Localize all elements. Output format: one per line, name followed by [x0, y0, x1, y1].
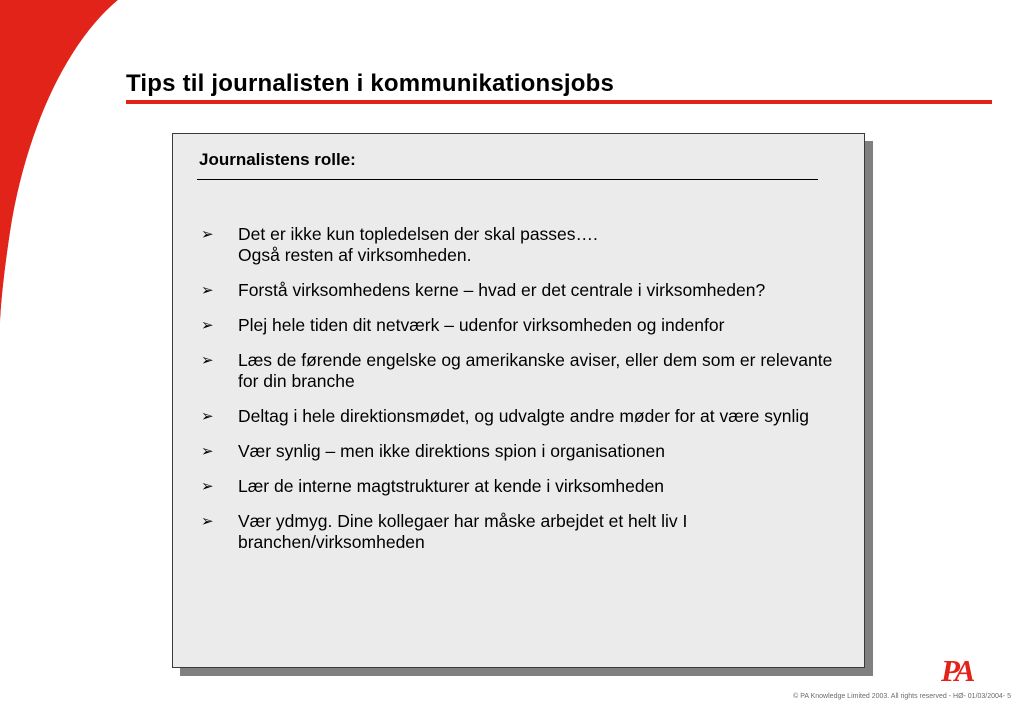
bullet-item	[199, 315, 849, 336]
bullet-text: Plej hele tiden dit netværk – udenfor virksomheden og indenfor	[238, 315, 725, 335]
arrowhead-bullet-icon: ➢	[201, 226, 214, 243]
card-heading-rule	[197, 179, 818, 180]
arrowhead-bullet-icon: ➢	[201, 282, 214, 299]
bullet-text: Vær ydmyg. Dine kollegaer har måske arbejdet et helt liv I branchen/virksomheden	[238, 511, 688, 552]
bullet-item	[199, 476, 849, 497]
bullet-item	[199, 406, 849, 427]
bullet-item	[199, 350, 849, 392]
bullet-text: Også resten af virksomheden.	[238, 245, 472, 265]
bullet-text: Lær de interne magtstrukturer at kende i virksomheden	[238, 476, 665, 496]
pa-logo: PA	[941, 653, 973, 688]
arrowhead-bullet-icon: ➢	[201, 408, 214, 425]
footer-copyright: © PA Knowledge Limited 2003. All rights reserved - HØ- 01/03/2004- 5	[793, 693, 1011, 700]
arrowhead-bullet-icon: ➢	[201, 317, 214, 334]
slide-title: Tips til journalisten i kommunikationsjobs	[126, 70, 615, 97]
content-card	[172, 133, 865, 668]
bullet-text: Læs de førende engelske og amerikanske aviser, eller dem som er relevante for din branche	[238, 350, 833, 391]
arrowhead-bullet-icon: ➢	[201, 513, 214, 530]
bullet-text: Forstå virksomhedens kerne – hvad er det centrale i virksomheden?	[238, 280, 766, 300]
arrowhead-bullet-icon: ➢	[201, 443, 214, 460]
arrowhead-bullet-icon: ➢	[201, 352, 214, 369]
bullet-item	[199, 441, 849, 462]
bullet-list	[199, 224, 849, 567]
bullet-text: Vær synlig – men ikke direktions spion i organisationen	[238, 441, 666, 461]
card-heading: Journalistens rolle:	[199, 150, 356, 169]
bullet-item	[199, 511, 849, 553]
bullet-text: Det er ikke kun topledelsen der skal passes….	[238, 224, 598, 244]
bullet-item	[199, 280, 849, 301]
arrowhead-bullet-icon: ➢	[201, 478, 214, 495]
bullet-text: Deltag i hele direktionsmødet, og udvalgte andre møder for at være synlig	[238, 406, 809, 426]
title-underline	[126, 100, 992, 104]
bullet-item	[199, 224, 849, 266]
